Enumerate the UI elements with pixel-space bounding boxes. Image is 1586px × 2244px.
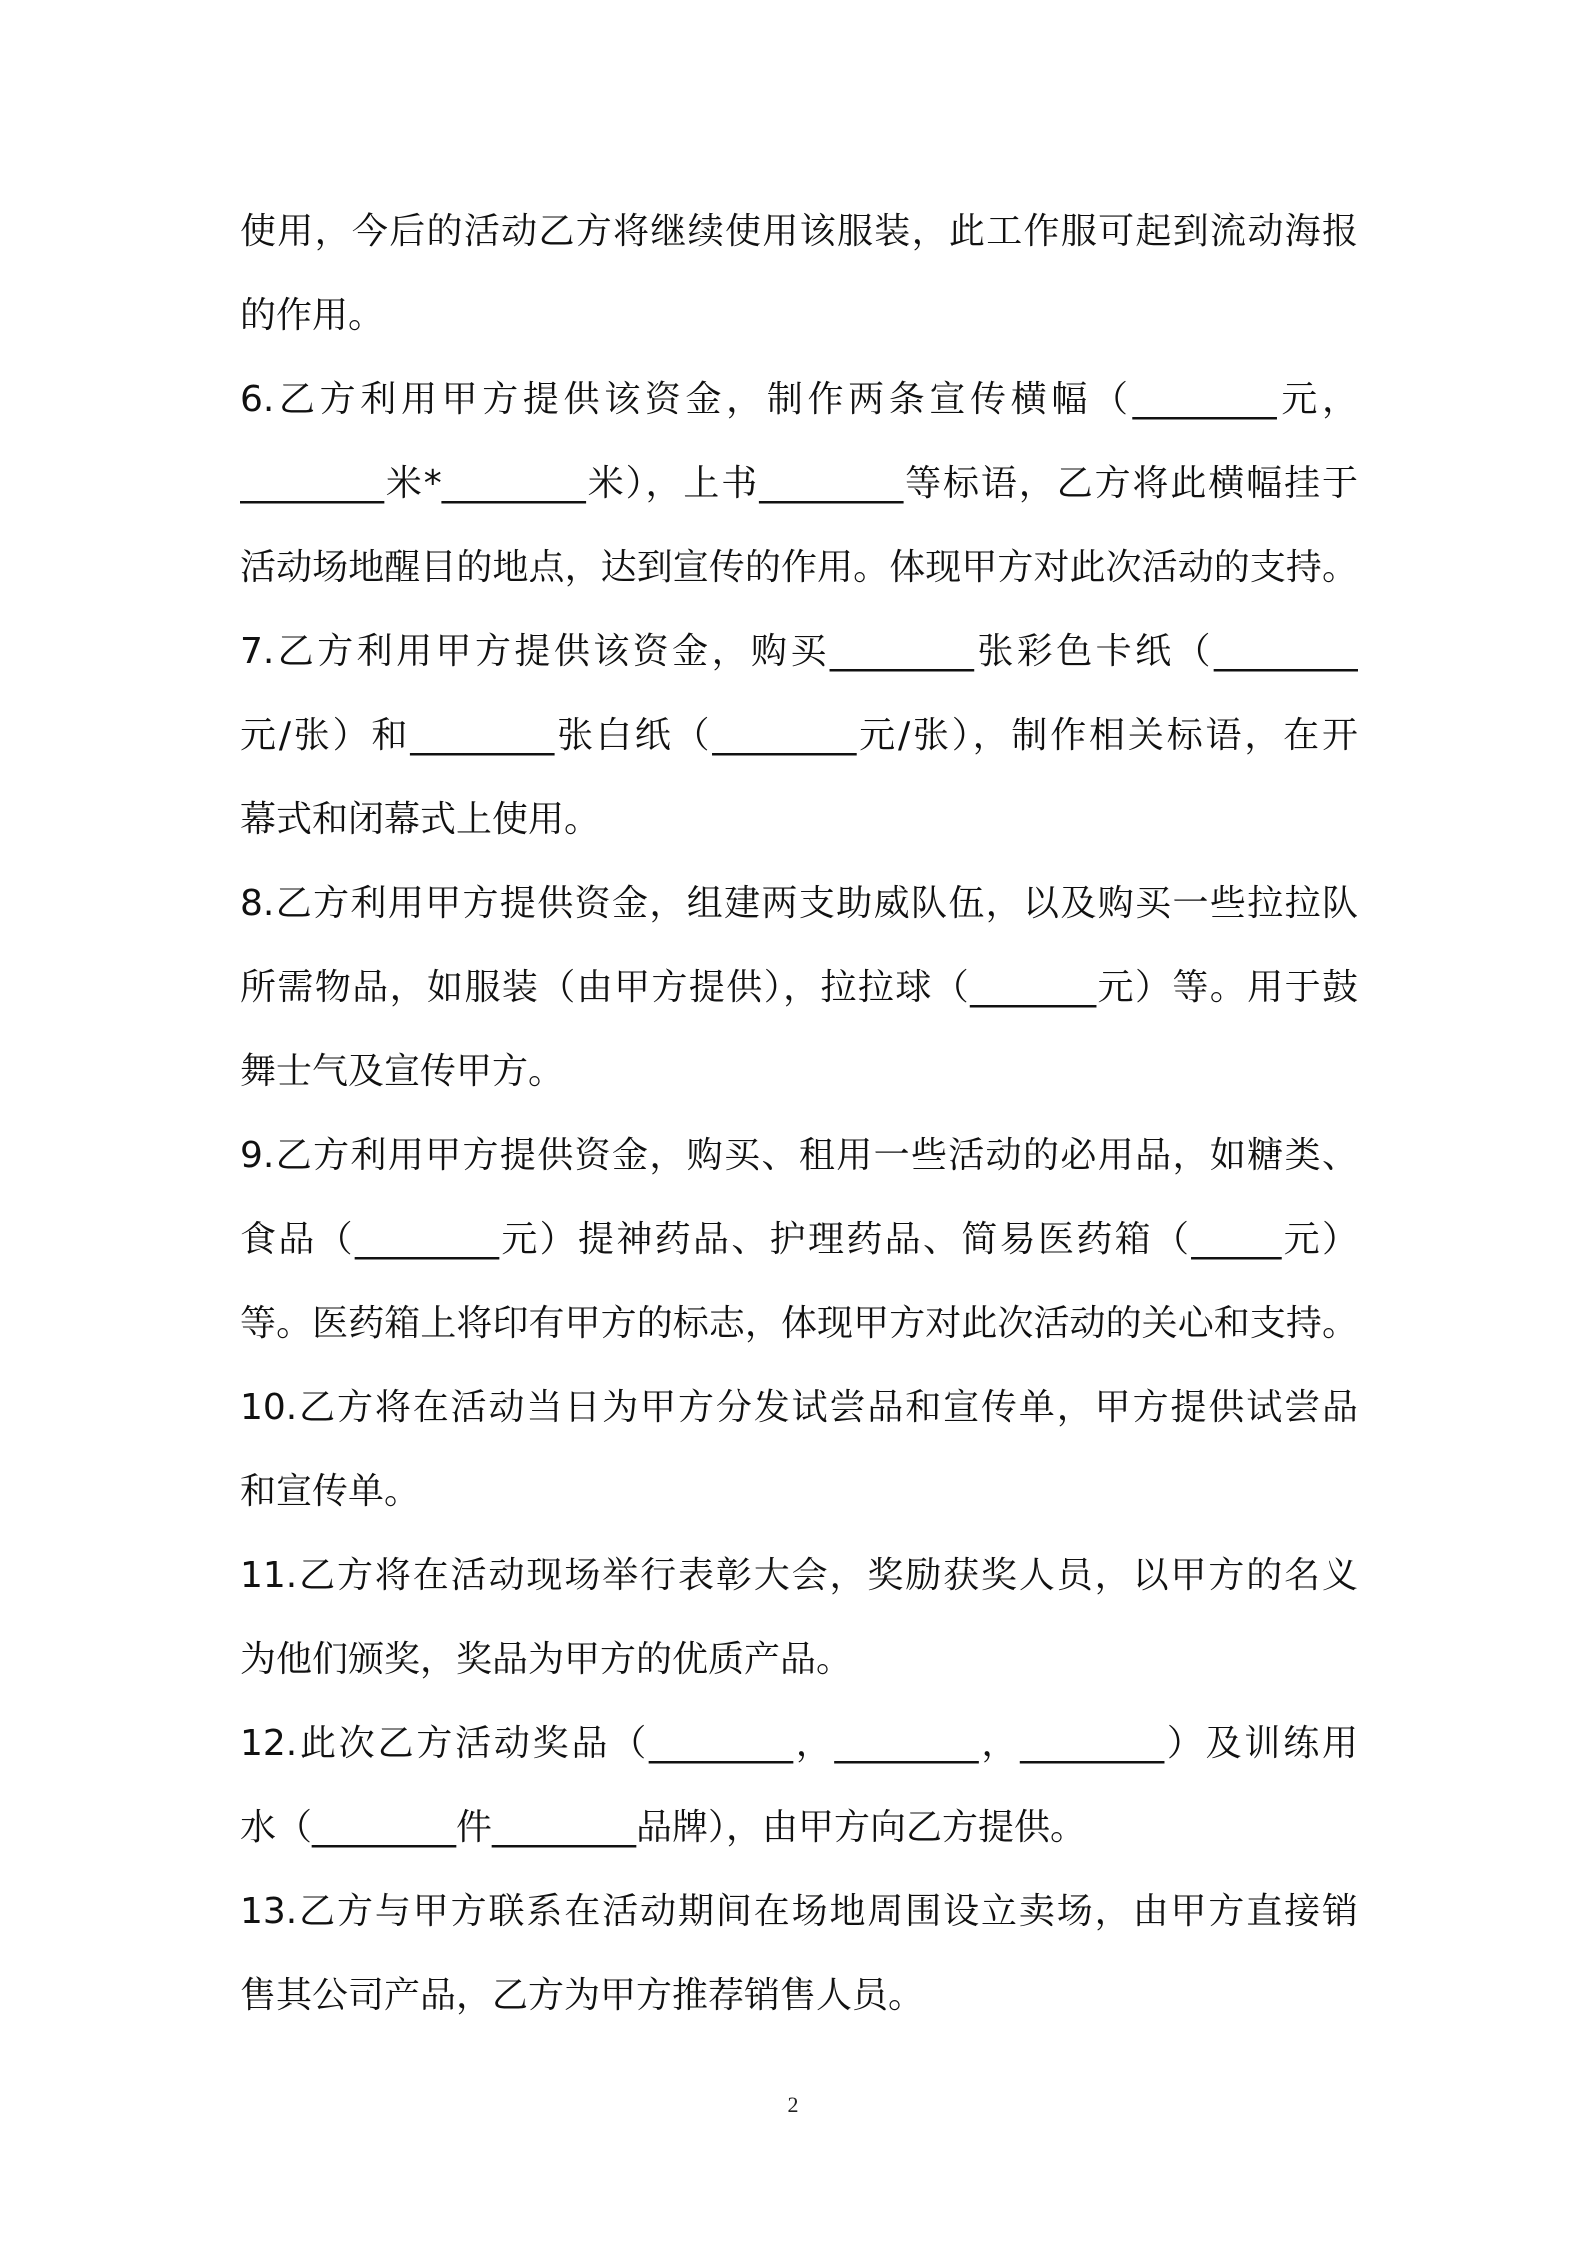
text-line-3: 6.乙方利用甲方提供该资金，制作两条宣传横幅（________元， (240, 379, 1358, 420)
text-line-14: 等。医药箱上将印有甲方的标志，体现甲方对此次活动的关心和支持。 (240, 1303, 1358, 1344)
text-line-15: 10.乙方将在活动当日为甲方分发试尝品和宣传单，甲方提供试尝品 (240, 1387, 1358, 1428)
text-line-6: 7.乙方利用甲方提供该资金，购买________张彩色卡纸（________ (240, 631, 1358, 672)
text-line-20: 水（________件________品牌），由甲方向乙方提供。 (240, 1807, 1087, 1848)
text-line-10: 所需物品，如服装（由甲方提供），拉拉球（_______元）等。用于鼓 (240, 967, 1358, 1008)
text-line-5: 活动场地醒目的地点，达到宣传的作用。体现甲方对此次活动的支持。 (240, 547, 1358, 588)
text-line-13: 食品（________元）提神药品、护理药品、简易医药箱（_____元） (240, 1219, 1358, 1260)
text-line-16: 和宣传单。 (240, 1471, 421, 1512)
text-line-19: 12.此次乙方活动奖品（________，________，________）及训练用 (240, 1723, 1358, 1764)
text-line-21: 13.乙方与甲方联系在活动期间在场地周围设立卖场，由甲方直接销 (240, 1891, 1358, 1932)
document-body (240, 202, 1358, 2050)
text-line-22: 售其公司产品，乙方为甲方推荐销售人员。 (240, 1975, 925, 2016)
text-line-18: 为他们颁奖，奖品为甲方的优质产品。 (240, 1639, 853, 1680)
text-line-7: 元/张）和________张白纸（________元/张），制作相关标语，在开 (240, 715, 1358, 756)
text-line-8: 幕式和闭幕式上使用。 (240, 799, 601, 840)
text-line-2: 的作用。 (240, 295, 385, 336)
text-line-17: 11.乙方将在活动现场举行表彰大会，奖励获奖人员，以甲方的名义 (240, 1555, 1358, 1596)
text-line-4: ________米*________米），上书________等标语，乙方将此横幅挂于 (240, 463, 1358, 504)
text-line-1: 使用，今后的活动乙方将继续使用该服装，此工作服可起到流动海报 (240, 211, 1358, 252)
text-line-9: 8.乙方利用甲方提供资金，组建两支助威队伍，以及购买一些拉拉队 (240, 883, 1358, 924)
page-number: 2 (787, 2092, 799, 2117)
text-line-11: 舞士气及宣传甲方。 (240, 1051, 565, 1092)
text-line-12: 9.乙方利用甲方提供资金，购买、租用一些活动的必用品，如糖类、 (240, 1135, 1358, 1176)
